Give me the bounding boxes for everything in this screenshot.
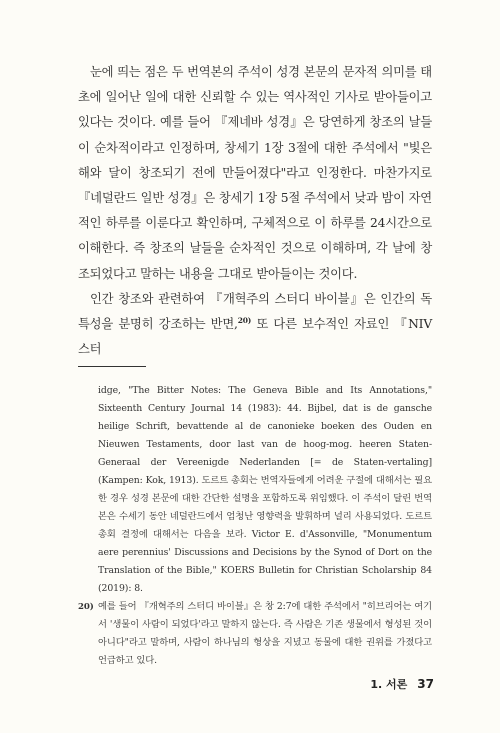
page-number: 37	[417, 677, 434, 691]
paragraph-2	[78, 287, 432, 363]
footnote-20	[78, 598, 432, 670]
page-footer	[370, 676, 434, 692]
footnote-ref-20[interactable]: 20)	[237, 315, 252, 325]
footnote-divider	[78, 366, 146, 367]
paragraph-2-text-a: 인간 창조와 관련하여 『개혁주의 스터디 바이블』은 인간의 독특성을 분명히 강조하는 반면,	[78, 291, 432, 332]
footnote-number: 20)	[78, 602, 94, 612]
main-text	[78, 60, 432, 362]
paragraph-1: 눈에 띄는 점은 두 번역본의 주석이 성경 본문의 문자적 의미를 태초에 일어난 일에 대한 신뢰할 수 있는 역사적인 기사로 받아들이고 있다는 것이다. 예를 들어 『제네바 성경』은 당연하게 창조의 날들이 순차적이라고 인정하며, 창세기 1장 3절에 대한 주석에서 "빛은 해와 달이 창조되기 전에 만들어졌다"라고 인정한다. 마찬가지로 『네덜란드 일반 성경』은 창세기 1장 5절 주석에서 낮과 밤이 자연적인 하루를 이룬다고 확인하며, 구체적으로 이 하루를 24시간으로 이해한다. 즉 창조의 날들을 순차적인 것으로 이해하며, 각 날에 창조되었다고 말하는 내용을 그대로 받아들이는 것이다.	[78, 65, 432, 281]
footnotes	[78, 382, 432, 670]
footnote-continued: idge, "The Bitter Notes: The Geneva Bible and Its Annotations," Sixteenth Century Journal 14 (1983): 44. Bijbel, dat is de gansche heilige Schrift, bevattende al de canonieke boeken des Ouden en Nieuwen Testaments, door last van de hoog-mog. heeren Staten-Generaal der Vereenigde Nederlanden [= de Staten-vertaling] (Kampen: Kok, 1913). 도르트 총회는 번역자들에게 어려운 구절에 대해서는 필요한 경우 성경 본문에 대한 간단한 설명을 포함하도록 위임했다. 이 주석이 달린 번역본은 수세기 동안 네덜란드에서 엄청난 영향력을 발휘하며 널리 사용되었다. 도르트 총회 결정에 대해서는 다음을 보라. Victor E. d'Assonville, "Monumentum aere perennius' Discussions and Decisions by the Synod of Dort on the Translation of the Bible," KOERS Bulletin for Christian Scholarship 84 (2019): 8.	[98, 385, 432, 594]
footnote-text: 예를 들어 『개혁주의 스터디 바이블』은 창 2:7에 대한 주석에서 "히브리어는 여기서 '생물이 사람이 되었다'라고 말하지 않는다. 즉 사람은 기존 생물에서 형성된 것이 아니다"라고 말하며, 사람이 하나님의 형상을 지녔고 동물에 대한 권위를 가졌다고 언급하고 있다.	[98, 601, 432, 666]
section-title: 1. 서론	[370, 678, 408, 691]
paragraph-2-text-b: 또 다른 보수적인 자료인 『NIV 스터	[78, 317, 432, 357]
